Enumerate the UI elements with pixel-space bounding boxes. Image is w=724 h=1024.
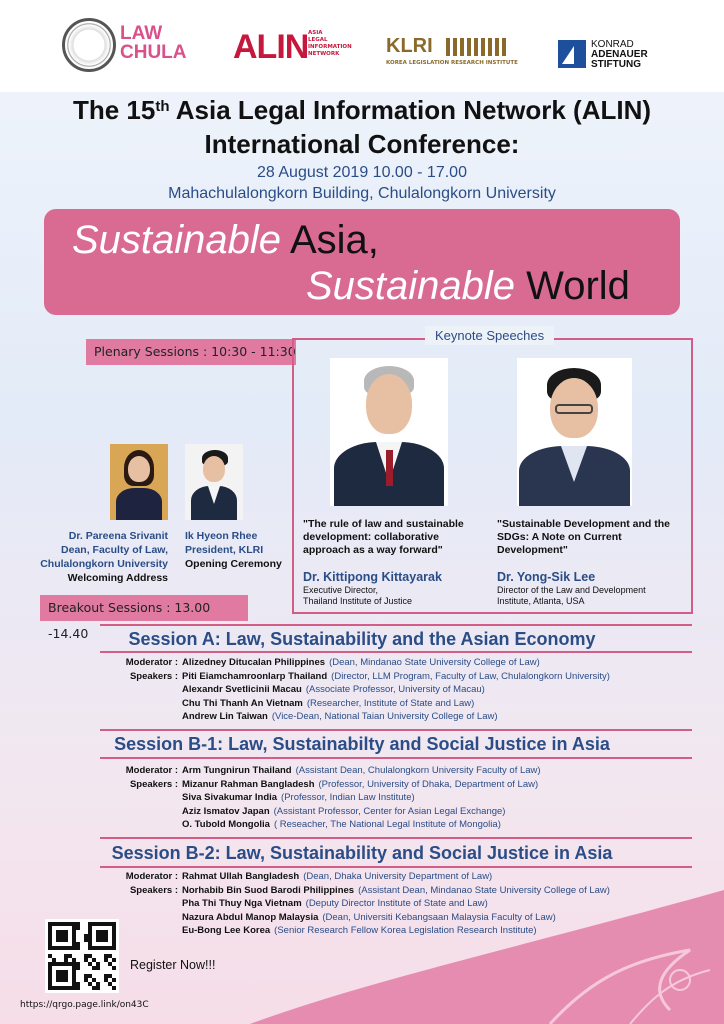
- alin-logo: ALIN: [233, 28, 309, 66]
- session-a-rows: [100, 656, 700, 724]
- pareena-srivanit-photo: [110, 444, 168, 520]
- session-b2-rows: [100, 870, 700, 938]
- kas-triangle-icon: [558, 40, 586, 68]
- register-now-text: Register Now!!!: [130, 958, 216, 972]
- table-row: Siva Sivakumar India (Professor, Indian Law Institute): [182, 792, 415, 803]
- table-row: Moderator : Rahmat Ullah Bangladesh (Dean, Dhaka University Department of Law): [125, 871, 493, 882]
- qr-code-icon: [48, 922, 116, 990]
- divider: [100, 729, 692, 731]
- law-chula-logo: LAW CHULA: [120, 23, 187, 63]
- conference-title: The 15th Asia Legal Information Network (ALIN) International Conference:: [72, 95, 652, 159]
- klri-bars-icon: [446, 38, 508, 56]
- event-info: [0, 162, 724, 204]
- divider: [100, 757, 692, 759]
- keynote-speeches-label: Keynote Speeches: [425, 326, 554, 345]
- plenary-sessions-label: Plenary Sessions : 10:30 - 11:30: [86, 339, 296, 365]
- klri-logo: KLRI: [386, 35, 433, 57]
- table-row: Alexandr Svetlicinii Macau (Associate Professor, University of Macau): [182, 684, 485, 695]
- session-a-title: Session A: Law, Sustainability and the Asian Economy: [128, 629, 596, 649]
- table-row: Eu-Bong Lee Korea (Senior Research Fellow Korea Legislation Research Institute): [182, 925, 537, 936]
- table-row: Chu Thi Thanh An Vietnam (Researcher, Institute of State and Law): [182, 697, 475, 709]
- table-row: Andrew Lin Taiwan (Vice-Dean, National Taian University College of Law): [182, 711, 498, 722]
- alin-logo-text: ASIA LEGAL INFORMATION NETWORK: [308, 30, 352, 57]
- chulalongkorn-seal-logo: [62, 18, 116, 72]
- table-row: Moderator : Arm Tungnirun Thailand (Assistant Dean, Chulalongkorn University Faculty of Law): [125, 765, 541, 776]
- divider: [100, 866, 692, 868]
- table-row: Moderator : Alizedney Ditucalan Philippines (Dean, Mindanao State University College of Law): [125, 657, 540, 668]
- logo-strip: [0, 0, 724, 92]
- ik-hyeon-rhee-photo: [185, 444, 243, 520]
- event-venue: Mahachulalongkorn Building, Chulalongkorn University: [168, 185, 556, 202]
- table-row: Aziz Ismatov Japan (Assistant Professor, Center for Asian Legal Exchange): [182, 805, 506, 817]
- table-row: Speakers : Norhabib Bin Suod Barodi Philippines (Assistant Dean, Mindanao State University College of Law): [129, 884, 610, 896]
- divider: [100, 837, 692, 839]
- divider: [100, 651, 692, 653]
- registration-qr-code[interactable]: [45, 919, 119, 993]
- session-b1-title: Session B-1: Law, Sustainabilty and Social Justice in Asia: [114, 734, 610, 754]
- plenary-speaker-1: Dr. Pareena Srivanit Dean, Faculty of Law, Chulalongkorn University Welcoming Address: [40, 530, 168, 584]
- table-row: O. Tubold Mongolia ( Reseacher, The National Legal Institute of Mongolia): [182, 819, 501, 830]
- registration-url[interactable]: https://qrgo.page.link/on43C: [20, 1000, 149, 1010]
- klri-logo-text: KOREA LEGISLATION RESEARCH INSTITUTE: [386, 60, 518, 66]
- table-row: Speakers : Piti Eiamchamroonlarp Thailand (Director, LLM Program, Faculty of Law, Chulalongkorn University): [129, 670, 610, 682]
- session-b2-title: Session B-2: Law, Sustainability and Social Justice in Asia: [111, 843, 613, 863]
- table-row: Pha Thi Thuy Nga Vietnam (Deputy Director Institute of State and Law): [182, 898, 488, 909]
- event-date-time: 28 August 2019 10.00 - 17.00: [257, 164, 467, 181]
- session-b1-rows: [100, 764, 700, 832]
- theme-banner: Sustainable Asia, Sustainable World: [44, 209, 680, 315]
- keynote-speaker-1: "The rule of law and sustainable development: collaborative approach as a way forward" Dr. Kittipong Kittayarak Executive Director, Thailand Institute of Justice: [303, 518, 464, 606]
- plenary-speaker-2: Ik Hyeon Rhee President, KLRI Opening Ceremony: [185, 530, 282, 570]
- breakout-sessions-label: Breakout Sessions : 13.00 -14.40: [40, 595, 248, 621]
- kittipong-kittayarak-photo: [330, 358, 448, 506]
- kas-logo-text: KONRAD ADENAUER STIFTUNG: [591, 39, 648, 70]
- divider: [100, 624, 692, 626]
- keynote-speaker-2: "Sustainable Development and the SDGs: A Note on Current Development" Dr. Yong-Sik Lee Director of the Law and Development Institute, Atlanta, USA: [497, 518, 671, 606]
- table-row: Speakers : Mizanur Rahman Bangladesh (Professor, University of Dhaka, Department of Law): [129, 778, 539, 790]
- yong-sik-lee-photo: [517, 358, 632, 506]
- table-row: Nazura Abdul Manop Malaysia (Dean, Universiti Kebangsaan Malaysia Faculty of Law): [182, 911, 556, 923]
